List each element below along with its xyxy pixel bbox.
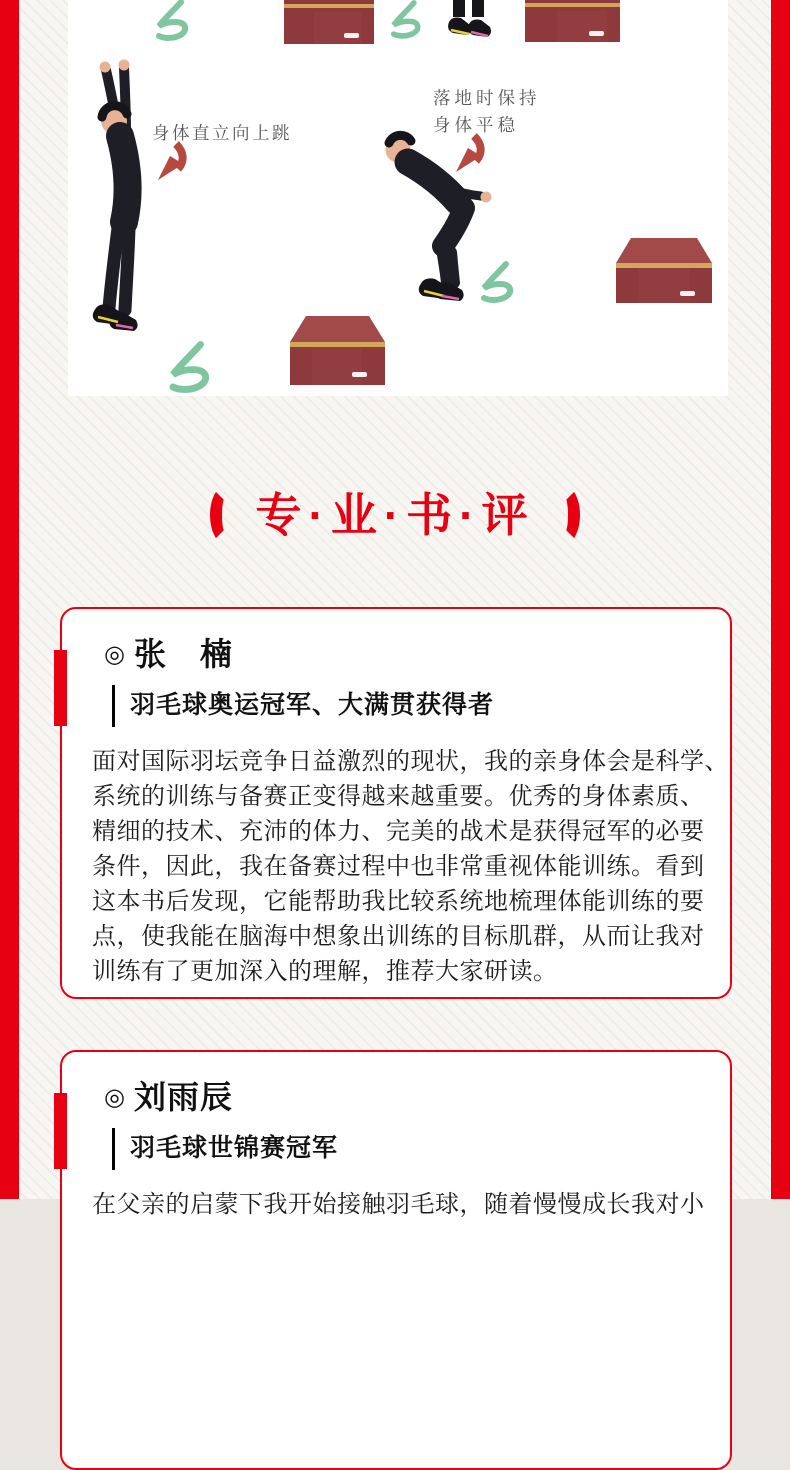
- agility-hurdle-icon: [159, 2, 185, 38]
- curved-arrow-icon: [158, 144, 183, 180]
- training-photo-illustration: [68, 0, 728, 396]
- reviewer-title-row: [112, 685, 730, 727]
- section-title: 专·业·书·评: [255, 489, 535, 541]
- caption-land-line2: 身体平稳: [433, 115, 519, 135]
- jumping-athlete: [93, 60, 138, 332]
- review-line: 条件，因此，我在备赛过程中也非常重视体能训练。看到: [92, 853, 705, 881]
- cropped-photo-row: [159, 0, 620, 44]
- review-line: 面对国际羽坛竞争日益激烈的现状，我的亲身体会是科学、: [92, 748, 729, 776]
- section-header: [19, 486, 771, 544]
- curved-arrow-icon: [456, 136, 481, 172]
- review-card-liu-yuchen: [60, 1050, 732, 1470]
- plyo-box-icon: [290, 316, 385, 385]
- agility-hurdle-icon: [394, 3, 418, 36]
- plyo-box-icon: [284, 0, 374, 44]
- red-accent-tab: [54, 650, 67, 726]
- reviewer-title: 羽毛球奥运冠军、大满贯获得者: [130, 691, 495, 720]
- caption-land-line1: 落地时保持: [433, 88, 541, 108]
- plyo-box-icon: [525, 0, 620, 42]
- athlete-feet: [448, 0, 491, 37]
- review-line: 点，使我能在脑海中想象出训练的目标肌群，从而让我对: [92, 923, 705, 951]
- training-photo-section: [68, 0, 728, 396]
- plyo-box-icon: [616, 238, 712, 303]
- reviewer-name: 张 楠: [133, 636, 233, 672]
- review-line: 这本书后发现，它能帮助我比较系统地梳理体能训练的要: [92, 888, 705, 916]
- caption-jump-upright: 身体直立向上跳: [152, 123, 292, 143]
- red-accent-tab: [54, 1093, 67, 1169]
- bullseye-marker-icon: ◎: [104, 1083, 125, 1111]
- review-line: 训练有了更加深入的理解，推荐大家研读。: [92, 958, 558, 986]
- reviewer-name-row: [104, 1080, 730, 1115]
- review-line: 系统的训练与备赛正变得越来越重要。优秀的身体素质、: [92, 783, 705, 811]
- reviewer-name: 刘雨辰: [133, 1079, 233, 1115]
- reviewer-name-row: [104, 637, 730, 672]
- review-paragraph: [92, 1187, 705, 1222]
- review-line: 精细的技术、充沛的体力、完美的战术是获得冠军的必要: [92, 818, 705, 846]
- agility-hurdle-icon: [173, 345, 206, 390]
- reviewer-title-row: [112, 1128, 730, 1170]
- review-card-zhang-nan: [60, 607, 732, 999]
- left-red-border: [0, 0, 19, 1199]
- review-paragraph: [92, 744, 729, 989]
- review-line: 在父亲的启蒙下我开始接触羽毛球，随着慢慢成长我对小: [92, 1191, 705, 1219]
- agility-hurdle-icon: [484, 264, 510, 300]
- bullseye-marker-icon: ◎: [104, 640, 125, 668]
- right-red-border: [771, 0, 790, 1199]
- left-bracket-icon: [210, 486, 240, 544]
- right-bracket-icon: [550, 486, 580, 544]
- reviewer-title: 羽毛球世锦赛冠军: [130, 1134, 339, 1163]
